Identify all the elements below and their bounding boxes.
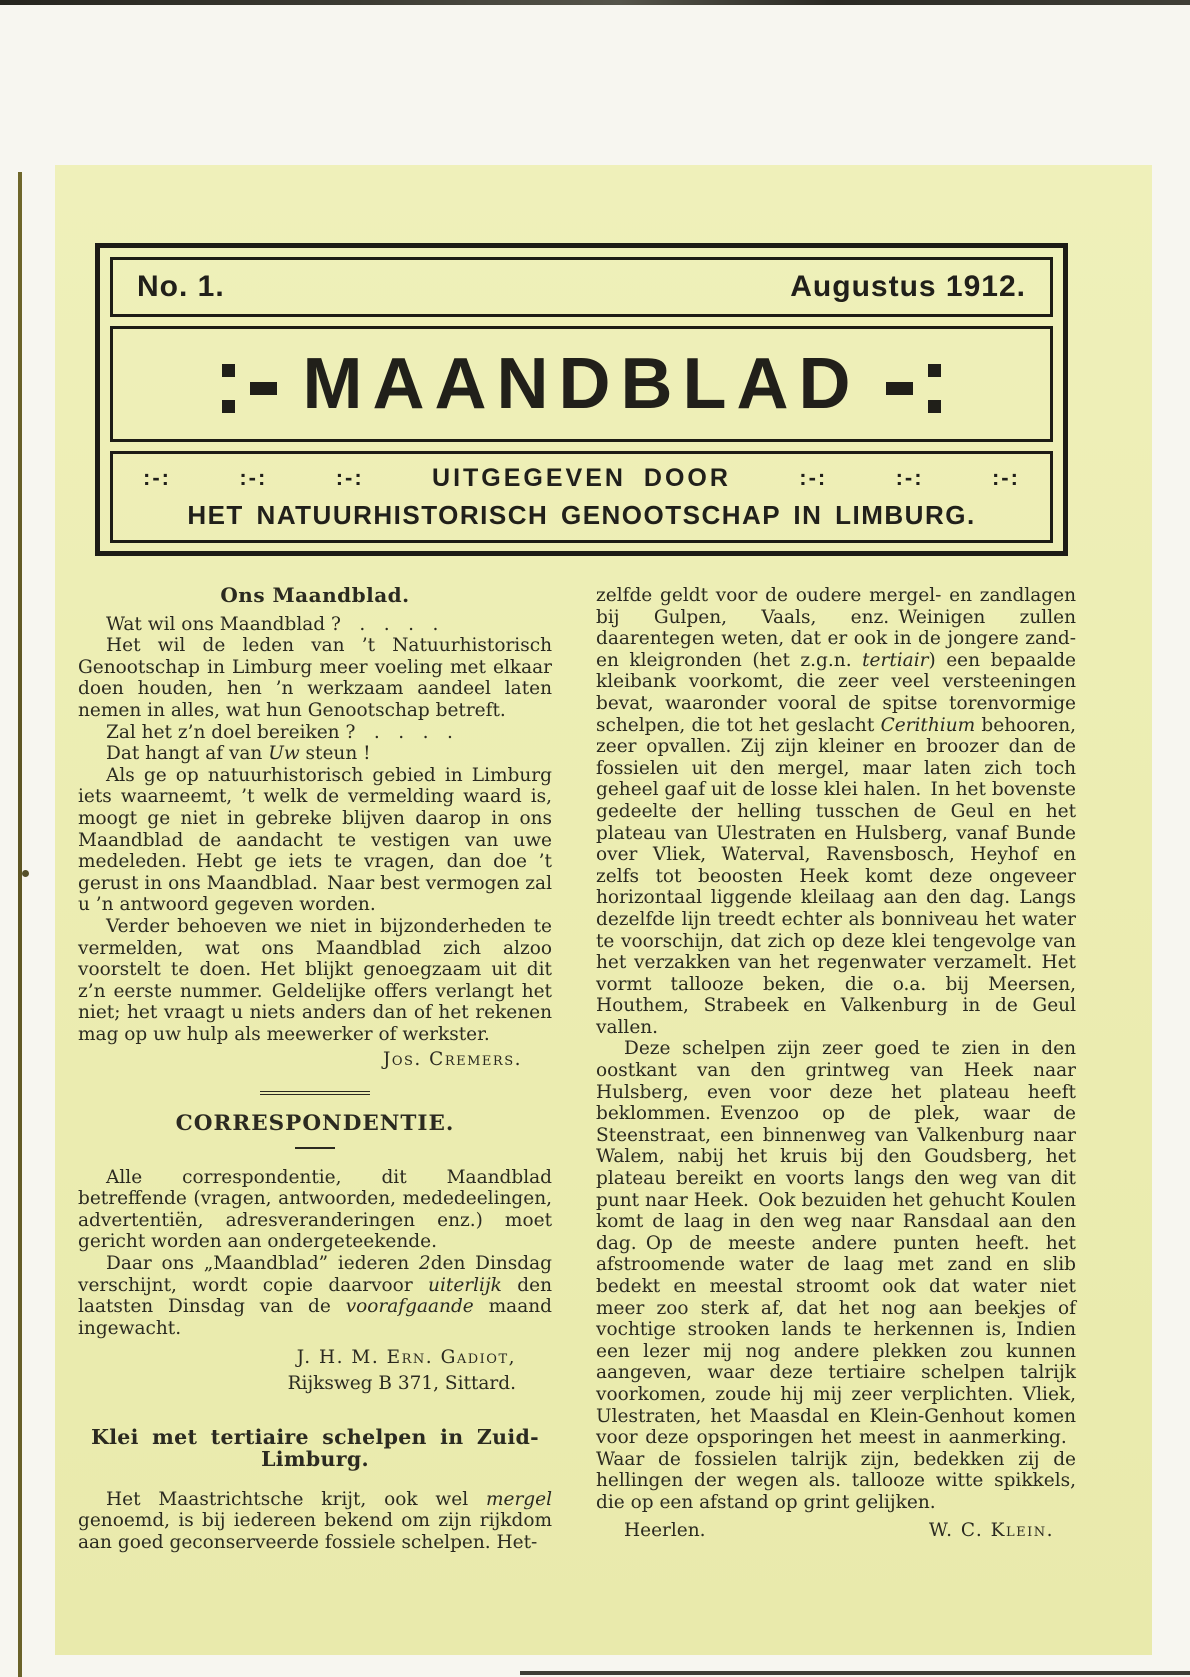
signature-cremers (78, 1049, 552, 1071)
paragraph: Daar ons „Maandblad” iederen 2den Dinsdag verschijnt, wordt copie daarvoor uiterlijk den laatsten Dinsdag van de voorafgaande maand ingewacht. (78, 1253, 552, 1339)
colon-dash-mark: :-: (895, 465, 924, 490)
colon-dash-mark: :-: (799, 465, 828, 490)
signature-name: J. H. M. Ern. Gadiot, (296, 1347, 516, 1369)
section-divider (260, 1091, 370, 1095)
signature-name: Jos. Cremers. (382, 1049, 522, 1071)
signature-address: Rijksweg B 371, Sittard. (287, 1373, 516, 1395)
issue-date: Augustus 1912. (790, 270, 1026, 303)
deco-dash-icon (250, 382, 277, 395)
paragraph: Als ge op natuurhistorisch gebied in Limburg iets waarneemt, ’t welk de vermelding waard is, moogt ge niet in gebreke blijven daarop in ons Maandblad de aandacht te vestigen van uwe medeleden. Hebt ge iets te vragen, dan doe ’t gerust in ons Maandblad. Naar best vermogen zal u ’n antwoord gegeven worden. (78, 764, 552, 916)
signature-gadiot (78, 1345, 552, 1397)
colon-dash-mark: :-: (143, 465, 171, 490)
paragraph: Dat hangt af van Uw steun ! (106, 743, 371, 765)
colon-dash-mark: :-: (239, 465, 268, 490)
deco-colon-icon (928, 364, 941, 413)
paragraph: Het Maastrichtsche krijt, ook wel mergel genoemd, is bij iedereen bekend om zijn rijkdom aan goed geconserveerde fossiele schelpen. Het- (78, 1488, 552, 1553)
page-edge-line (18, 172, 22, 1677)
scan-top-edge (0, 0, 1190, 5)
place-name: Heerlen. (624, 1519, 706, 1541)
paragraph: Wat wil ons Maandblad ? . . . . (106, 613, 439, 635)
deco-colon-icon (222, 364, 235, 413)
right-column (596, 585, 1076, 1541)
paragraph: Zal het z’n doel bereiken ? . . . . (106, 721, 453, 743)
deco-dash-icon (886, 382, 913, 395)
title-box (110, 326, 1053, 442)
paragraph: Het wil de leden van ’t Natuurhistorisch Genootschap in Limburg meer voeling met elkaar doen houden, hen ’n werkzaam aandeel laten nemen in alles, wat hun Genootschap betreft. (78, 635, 552, 721)
colon-dash-mark: :-: (991, 465, 1020, 490)
scan-bottom-edge (520, 1671, 1190, 1675)
deco-dash-colon-right-icon (886, 364, 941, 413)
colon-dash-mark: :-: (335, 465, 364, 490)
left-column (78, 585, 552, 1553)
publisher-box (110, 451, 1053, 543)
paragraph: Alle correspondentie, dit Maandblad betreffende (vragen, antwoorden, mededeelingen, advertentiën, adresveranderingen enz.) moet gericht worden aan ondergeteekende. (78, 1166, 552, 1253)
paragraph: Deze schelpen zijn zeer goed te zien in den oostkant van den grintweg van Heek naar Hulsberg, even voor deze het plateau heeft beklommen. Evenzoo op de plek, waar de Steenstraat, een binnenweg van Valkenburg naar Walem, nabij het kruis bij den Goudsberg, het plateau bereikt en voorts langs den weg van dit punt naar Heek. Ook bezuiden het gehucht Koulen komt de laag in den weg naar Ransdaal aan den dag. Op de meeste andere punten heeft. het afstroomende water de laag met zand en slib bedekt en meestal stroomt ook dat water niet meer zoo sterk af, dat het nog aan beekjes of vochtige strooken lands te herkennen is, Indien een lezer mij nog andere plekken zou kunnen aangeven, waar deze tertiaire schelpen talrijk voorkomen, zoude hij mij zeer verplichten. Vliek, Ulestraten, het Maasdal en Klein-Genhout komen voor deze opsporingen het meest in aanmerking. Waar de fossielen talrijk zijn, bedekken zij de hellingen der wegen als. tallooze witte spikkels, die op een afstand op grint gelijken. (596, 1038, 1076, 1513)
ink-spot (22, 870, 29, 877)
publisher-name: HET NATUURHISTORISCH GENOOTSCHAP IN LIMBURG. (187, 499, 976, 530)
heading-divider (295, 1147, 335, 1149)
masthead-box (95, 243, 1068, 556)
article-heading-correspondentie: CORRESPONDENTIE. (175, 1111, 455, 1137)
issue-number: No. 1. (137, 270, 225, 303)
masthead-title: MAANDBLAD (302, 344, 861, 424)
publisher-label: UITGEGEVEN DOOR (432, 463, 731, 492)
article-heading-klei: Klei met tertiaire schelpen in Zuid-Limburg. (91, 1425, 539, 1471)
signature-klein: W. C. Klein. (928, 1519, 1054, 1541)
deco-colon-dash-left-icon (222, 364, 277, 413)
paragraph: Verder behoeven we niet in bijzonderheden te vermelden, wat ons Maandblad zich alzoo voorstelt te doen. Het blijkt genoegzaam uit dit z’n eerste nummer. Geldelijke offers verlangt het niet; het vraagt u niets anders dan of het rekenen mag op uw hulp als meewerker of werkster. (78, 915, 552, 1045)
paragraph: zelfde geldt voor de oudere mergel- en zandlagen bij Gulpen, Vaals, enz. Weinigen zullen daarentegen weten, dat er ook in de jongere zand- en kleigronden (het z.g.n. tertiair) een bepaalde kleibank voorkomt, die zeer veel versteeningen bevat, waaronder vooral de spitse torenvormige schelpen, die tot het geslacht Cerithium behooren, zeer opvallen. Zij zijn kleiner en broozer dan de fossielen uit den mergel, maar laten zich toch geheel gaaf uit de losse klei halen. In het bovenste gedeelte der helling tusschen de Geul en het plateau van Ulestraten en Hulsberg, vanaf Bunde over Vliek, Waterval, Ravensbosch, Heyhof en zelfs tot beoosten Heek komt deze ongeveer horizontaal liggende kleilaag aan den dag. Langs dezelfde lijn treedt echter als bonniveau het water te voorschijn, dat zich op deze klei tengevolge van het verzakken van het regenwater verzamelt. Het vormt tallooze beken, die o.a. bij Meersen, Houthem, Strabeek en Valkenburg in de Geul vallen. (596, 585, 1077, 1038)
article-heading-ons-maandblad: Ons Maandblad. (220, 583, 410, 607)
article-footer (596, 1520, 1076, 1542)
publisher-line1 (113, 464, 1050, 493)
issue-row (110, 257, 1053, 317)
